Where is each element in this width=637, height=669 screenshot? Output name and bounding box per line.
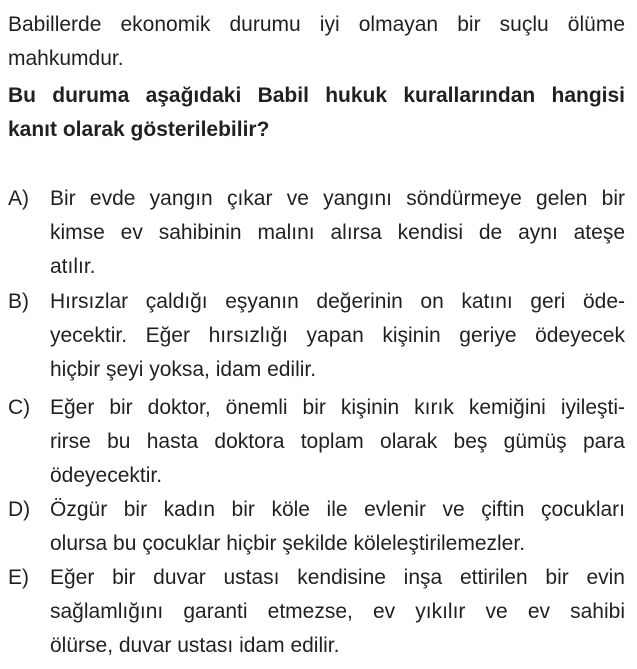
option-c-line-3: ödeyecektir. — [50, 464, 163, 487]
option-d-line-1: Özgür bir kadın bir köle ile evlenir ve çiftin çocukları — [50, 498, 625, 521]
option-b-line-3: hiçbir şeyi yoksa, idam edilir. — [50, 358, 317, 381]
option-c-letter: C) — [8, 396, 31, 419]
stem-line-2: mahkumdur. — [8, 47, 124, 70]
option-d-letter: D) — [8, 498, 31, 521]
option-b-letter: B) — [8, 290, 29, 313]
option-e-line-1: Eğer bir duvar ustası kendisine inşa ettirilen bir evin — [50, 566, 625, 589]
option-a-line-2: kimse ev sahibinin malını alırsa kendisi de aynı ateşe — [50, 221, 625, 244]
option-e-line-2: sağlamlığını garanti etmezse, ev yıkılır ve ev sahibi — [50, 600, 625, 623]
option-e-line-3: ölürse, duvar ustası idam edilir. — [50, 634, 340, 657]
option-c-line-1: Eğer bir doktor, önemli bir kişinin kırık kemiğini iyileşti- — [50, 396, 625, 419]
stem-line-1: Babillerde ekonomik durumu iyi olmayan bir suçlu ölüme — [8, 13, 625, 36]
option-b-line-1: Hırsızlar çaldığı eşyanın değerinin on katını geri öde- — [50, 290, 625, 313]
option-a-line-3: atılır. — [50, 255, 96, 278]
option-e-letter: E) — [8, 566, 29, 589]
option-c-line-2: rirse bu hasta doktora toplam olarak beş gümüş para — [50, 430, 625, 453]
option-d-line-2: olursa bu çocuklar hiçbir şekilde köleleştirilemezler. — [50, 532, 526, 555]
option-b-line-2: yecektir. Eğer hırsızlığı yapan kişinin geriye ödeyecek — [50, 324, 625, 347]
question-line-2: kanıt olarak gösterilebilir? — [8, 118, 270, 141]
question-line-1: Bu duruma aşağıdaki Babil hukuk kurallarından hangisi — [8, 84, 625, 107]
option-a-line-1: Bir evde yangın çıkar ve yangını söndürmeye gelen bir — [50, 187, 625, 210]
option-a-letter: A) — [8, 187, 29, 210]
